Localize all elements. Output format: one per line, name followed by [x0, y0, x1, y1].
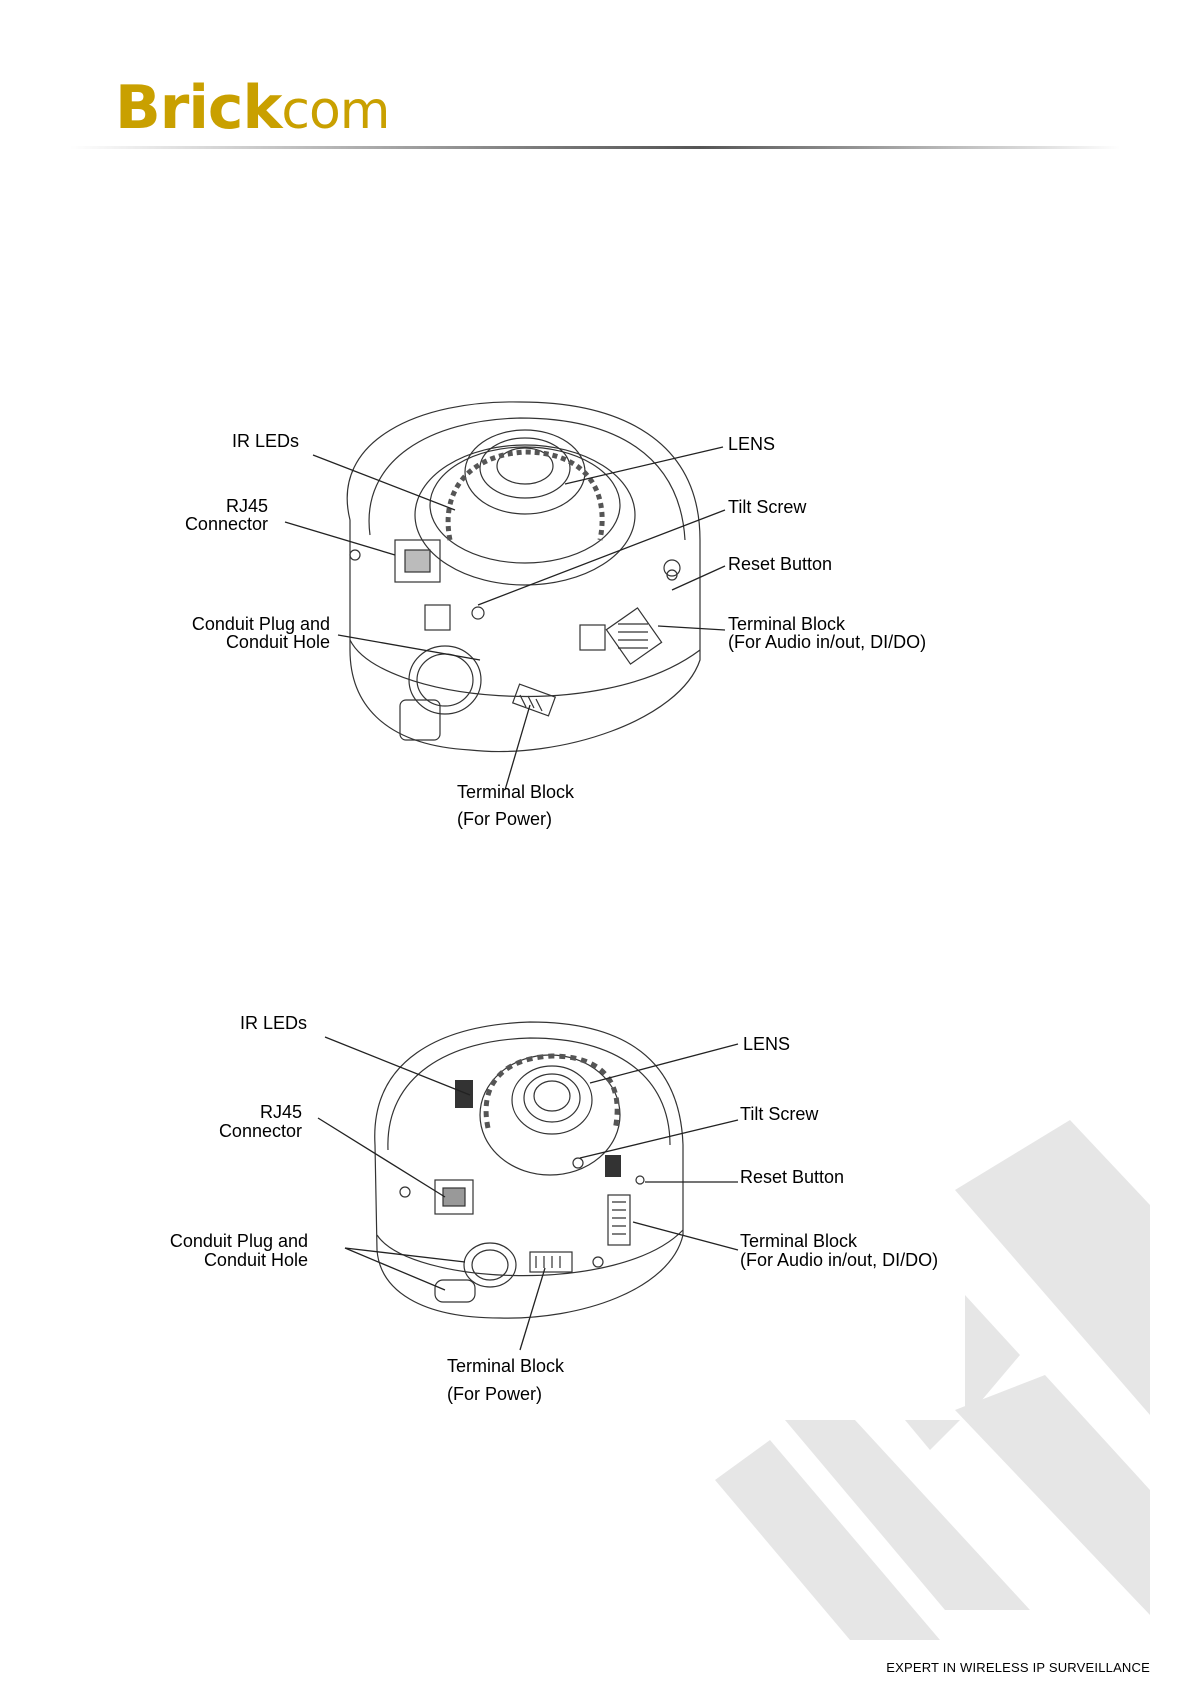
- top-label-conduit-line2: Conduit Hole: [225, 632, 330, 652]
- top-camera-drawing: [347, 402, 700, 752]
- bottom-label-reset-button: Reset Button: [740, 1167, 845, 1187]
- top-lens: [465, 430, 585, 514]
- top-label-terminal-power-line2: (For Power): [457, 809, 553, 829]
- top-label-ir-leds: IR LEDs: [232, 431, 300, 451]
- top-label-conduit-line1: Conduit Plug and: [191, 614, 330, 634]
- bottom-label-rj45-line2: Connector: [218, 1121, 302, 1141]
- bottom-label-conduit-line1: Conduit Plug and: [169, 1231, 308, 1251]
- bottom-label-ir-leds: IR LEDs: [240, 1013, 308, 1033]
- top-label-terminal-audio-line2: (For Audio in/out, DI/DO): [728, 632, 927, 652]
- bottom-label-terminal-audio-line1: Terminal Block: [740, 1231, 858, 1251]
- bottom-housing-outline: [375, 1022, 683, 1318]
- top-label-tilt-screw: Tilt Screw: [728, 497, 807, 517]
- top-terminal-block-audio: [606, 608, 661, 664]
- top-ir-led-ring: [448, 452, 602, 540]
- bottom-label-rj45-line1: RJ45: [259, 1102, 302, 1122]
- footer-tagline: EXPERT IN WIRELESS IP SURVEILLANCE: [886, 1660, 1150, 1675]
- bottom-label-tilt-screw: Tilt Screw: [740, 1104, 819, 1124]
- bottom-label-terminal-power-line2: (For Power): [447, 1384, 543, 1404]
- top-label-reset-button: Reset Button: [728, 554, 833, 574]
- top-label-lens: LENS: [728, 434, 776, 454]
- bottom-label-lens: LENS: [743, 1034, 791, 1054]
- top-conduit-hole: [409, 646, 481, 714]
- top-label-rj45-line2: Connector: [184, 514, 268, 534]
- top-tilt-screw: [472, 607, 484, 619]
- bottom-camera-drawing: [375, 1022, 683, 1318]
- bottom-label-conduit-line2: Conduit Hole: [203, 1250, 308, 1270]
- logo-brand-bold: Brick: [115, 73, 282, 143]
- bottom-reset-button: [636, 1176, 644, 1184]
- top-label-terminal-audio-line1: Terminal Block: [728, 614, 846, 634]
- bottom-leader-lines: [318, 1037, 738, 1350]
- top-label-rj45-line1: RJ45: [225, 496, 268, 516]
- bottom-ir-led-ring: [486, 1056, 617, 1130]
- top-terminal-block-power: [513, 684, 556, 716]
- top-leader-lines: [285, 447, 725, 790]
- bottom-label-terminal-power-line1: Terminal Block: [447, 1356, 565, 1376]
- bottom-tilt-screw: [573, 1158, 583, 1168]
- bottom-label-terminal-audio-line2: (For Audio in/out, DI/DO): [740, 1250, 939, 1270]
- top-label-terminal-power-line1: Terminal Block: [457, 782, 575, 802]
- logo-brand-light: com: [281, 81, 390, 141]
